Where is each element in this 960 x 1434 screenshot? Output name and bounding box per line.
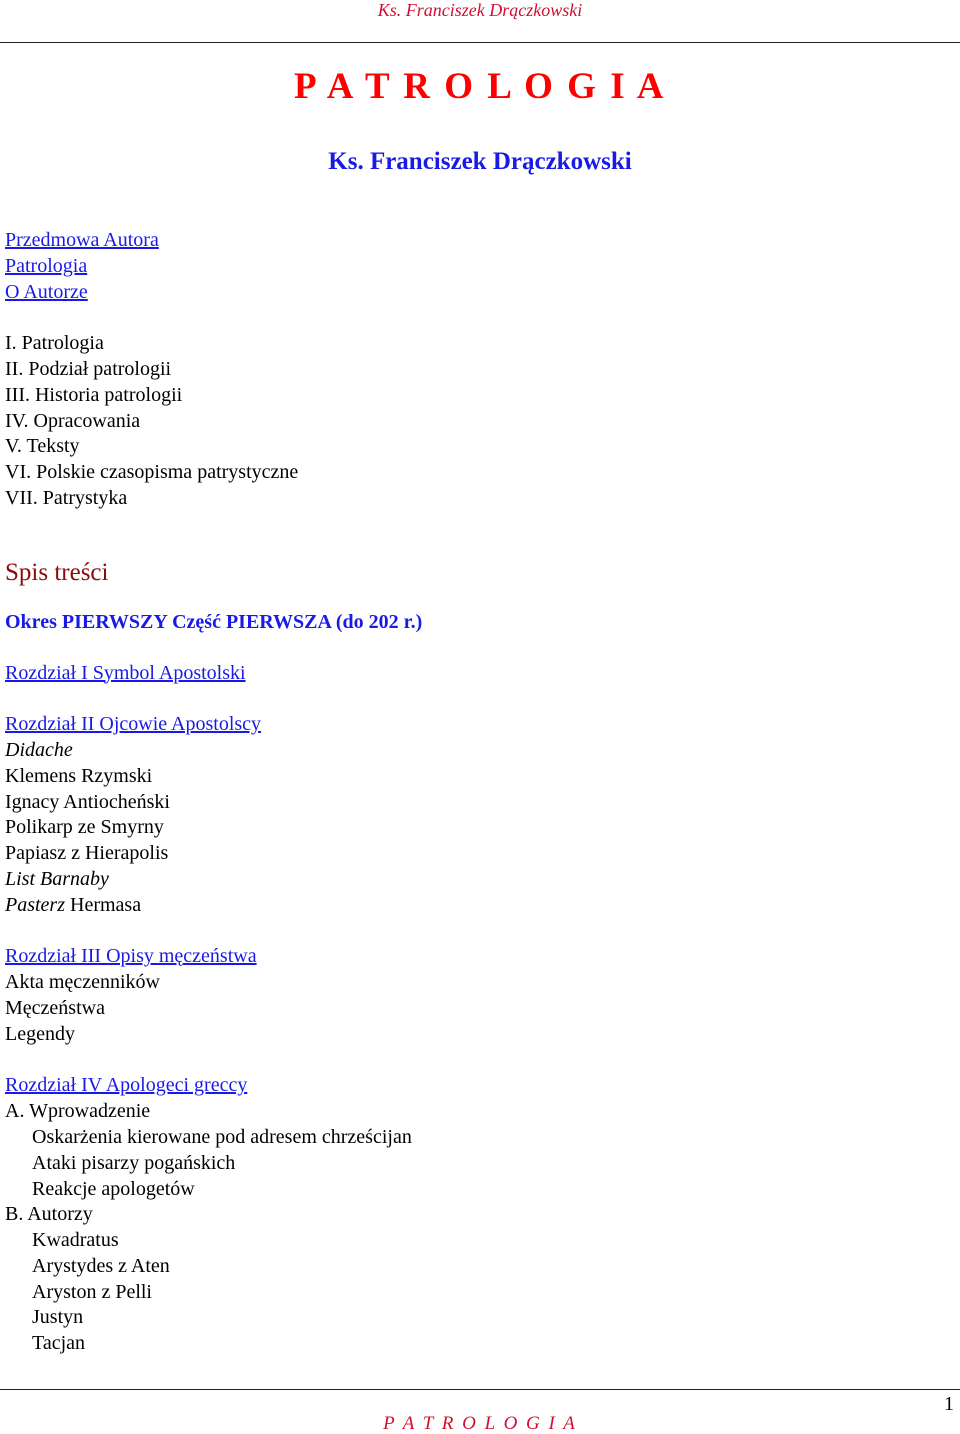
- toc-subitem: Oskarżenia kierowane pod adresem chrześcijan: [32, 1125, 412, 1148]
- toc-subitem: Kwadratus: [32, 1229, 119, 1252]
- toc-subitem: Justyn: [32, 1306, 84, 1329]
- toc-item-klemens: Klemens Rzymski: [5, 764, 153, 787]
- toc-item-pasterz-hermasa: [5, 893, 945, 919]
- toc-item-didache: Didache: [5, 738, 73, 761]
- toc-item-polikarp: Polikarp ze Smyrny: [5, 816, 164, 839]
- toc-subitem: Aryston z Pelli: [32, 1280, 152, 1303]
- toc-heading: Spis treści: [5, 558, 109, 586]
- link-o-autorze[interactable]: O Autorze: [5, 280, 88, 303]
- spacer: [5, 919, 945, 945]
- toc-group-label: A. Wprowadzenie: [5, 1100, 151, 1123]
- section-item: III. Historia patrologii: [5, 383, 183, 406]
- footer-divider: [0, 1389, 960, 1390]
- section-item: I. Patrologia: [5, 332, 104, 355]
- toc-subitem: Reakcje apologetów: [32, 1177, 195, 1200]
- link-rozdzial-3[interactable]: Rozdział III Opisy męczeństwa: [5, 945, 257, 968]
- toc-item-list-barnaby: List Barnaby: [5, 867, 109, 890]
- footer-title: P A T R O L O G I A: [383, 1413, 577, 1434]
- toc-item: Akta męczenników: [5, 971, 160, 994]
- link-rozdzial-4[interactable]: Rozdział IV Apologeci greccy: [5, 1074, 248, 1097]
- spacer: [5, 686, 945, 712]
- section-item: V. Teksty: [5, 435, 80, 458]
- document-body: [5, 228, 945, 1357]
- running-header: Ks. Franciszek Drączkowski: [377, 0, 583, 20]
- document-author: Ks. Franciszek Drączkowski: [328, 148, 632, 175]
- section-item: VII. Patrystyka: [5, 486, 128, 509]
- spacer: [5, 1048, 945, 1074]
- toc-item-ignacy: Ignacy Antiocheński: [5, 790, 170, 813]
- toc-item: Legendy: [5, 1022, 75, 1045]
- toc-item: Męczeństwa: [5, 996, 105, 1019]
- toc-item-pasterz-rest: Hermasa: [65, 893, 142, 916]
- toc-item-papiasz: Papiasz z Hierapolis: [5, 842, 169, 865]
- spacer: [5, 305, 945, 331]
- toc-subitem: Arystydes z Aten: [32, 1254, 170, 1277]
- toc-group-label: B. Autorzy: [5, 1203, 93, 1226]
- link-rozdzial-2[interactable]: Rozdział II Ojcowie Apostolscy: [5, 713, 262, 736]
- header-divider: [0, 42, 960, 43]
- document-title: P A T R O L O G I A: [293, 66, 667, 107]
- link-rozdzial-1[interactable]: Rozdział I Symbol Apostolski: [5, 661, 246, 684]
- link-przedmowa-autora[interactable]: Przedmowa Autora: [5, 229, 159, 251]
- period-heading: Okres PIERWSZY Część PIERWSZA (do 202 r.): [5, 610, 423, 633]
- section-item: VI. Polskie czasopisma patrystyczne: [5, 461, 299, 484]
- toc-item-pasterz-italic: Pasterz: [5, 893, 65, 916]
- link-patrologia[interactable]: Patrologia: [5, 254, 88, 277]
- page-number: 1: [944, 1393, 954, 1415]
- section-item: IV. Opracowania: [5, 409, 141, 432]
- section-item: II. Podział patrologii: [5, 357, 172, 380]
- toc-subitem: Ataki pisarzy pogańskich: [32, 1151, 236, 1174]
- toc-subitem: Tacjan: [32, 1332, 86, 1355]
